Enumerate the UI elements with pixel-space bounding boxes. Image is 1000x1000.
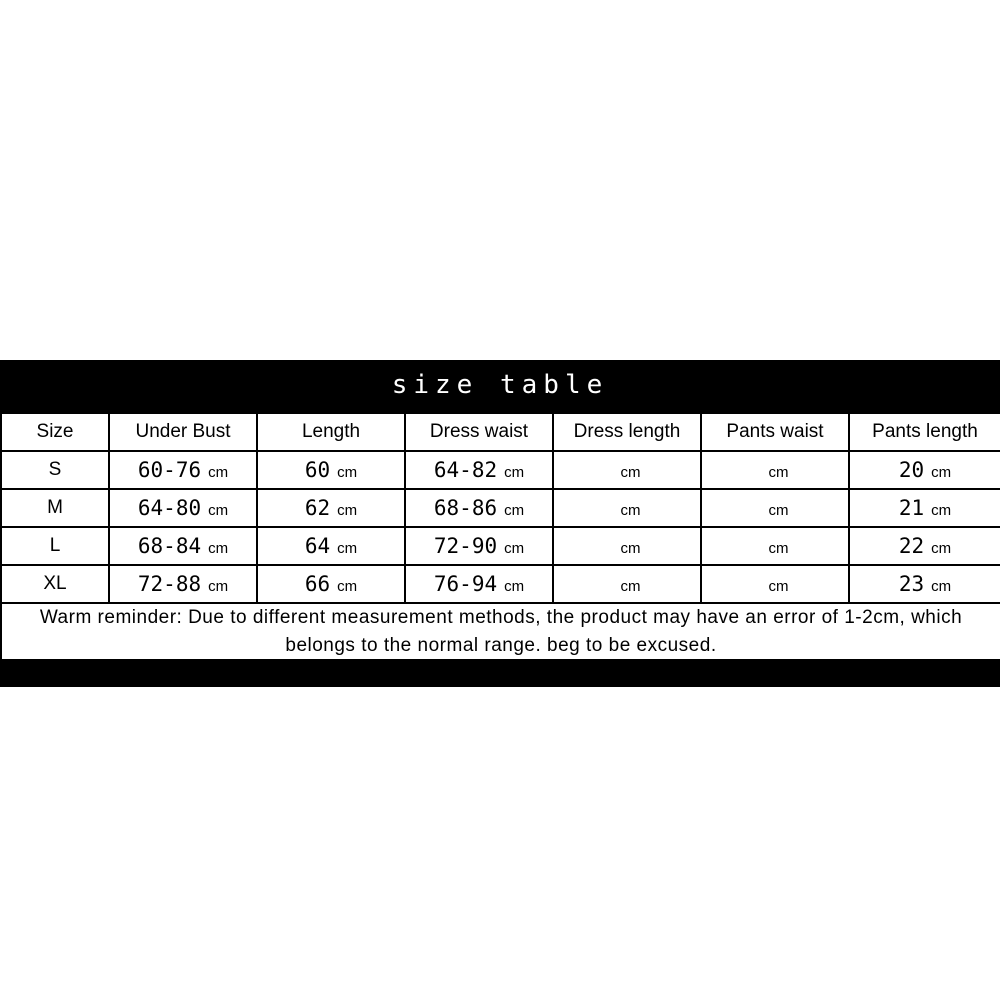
unit-label: cm — [208, 578, 229, 595]
unit-label: cm — [337, 464, 358, 481]
cell-dress-length — [553, 489, 701, 527]
cell-pants-waist — [701, 527, 849, 565]
unit-label: cm — [337, 578, 358, 595]
value-length: 60 — [304, 458, 331, 482]
unit-label: cm — [768, 502, 789, 519]
column-header-dress-length: Dress length — [553, 413, 701, 451]
value-pants-length: 20 — [898, 458, 925, 482]
value-pants-length: 23 — [898, 572, 925, 596]
unit-label: cm — [620, 578, 641, 595]
unit-label: cm — [504, 502, 525, 519]
unit-label: cm — [208, 540, 229, 557]
cell-under-bust — [109, 489, 257, 527]
cell-length — [257, 565, 405, 603]
table-row — [1, 565, 1000, 603]
unit-label: cm — [931, 540, 952, 557]
column-header-size: Size — [1, 413, 109, 451]
value-dress-waist: 68-86 — [433, 496, 498, 520]
cell-size: S — [1, 451, 109, 489]
value-under-bust: 60-76 — [137, 458, 202, 482]
unit-label: cm — [208, 464, 229, 481]
column-header-pants-waist: Pants waist — [701, 413, 849, 451]
column-header-length: Length — [257, 413, 405, 451]
cell-dress-waist — [405, 489, 553, 527]
cell-length — [257, 489, 405, 527]
cell-size: XL — [1, 565, 109, 603]
value-under-bust: 64-80 — [137, 496, 202, 520]
value-dress-waist: 64-82 — [433, 458, 498, 482]
table-row — [1, 527, 1000, 565]
cell-dress-waist — [405, 527, 553, 565]
unit-label: cm — [768, 464, 789, 481]
table-header-row — [1, 413, 1000, 451]
cell-pants-waist — [701, 565, 849, 603]
value-dress-waist: 72-90 — [433, 534, 498, 558]
cell-dress-waist — [405, 565, 553, 603]
column-header-dress-waist: Dress waist — [405, 413, 553, 451]
cell-pants-length — [849, 565, 1000, 603]
cell-pants-length — [849, 451, 1000, 489]
unit-label: cm — [504, 578, 525, 595]
size-table — [0, 412, 1000, 661]
cell-under-bust — [109, 565, 257, 603]
value-length: 62 — [304, 496, 331, 520]
size-table-block — [0, 360, 1000, 687]
cell-under-bust — [109, 451, 257, 489]
unit-label: cm — [337, 502, 358, 519]
unit-label: cm — [504, 464, 525, 481]
value-length: 64 — [304, 534, 331, 558]
size-table-body — [1, 451, 1000, 660]
unit-label: cm — [768, 540, 789, 557]
cell-pants-waist — [701, 489, 849, 527]
cell-pants-length — [849, 527, 1000, 565]
table-row — [1, 451, 1000, 489]
value-under-bust: 72-88 — [137, 572, 202, 596]
value-dress-waist: 76-94 — [433, 572, 498, 596]
column-header-pants-length: Pants length — [849, 413, 1000, 451]
unit-label: cm — [620, 540, 641, 557]
unit-label: cm — [768, 578, 789, 595]
unit-label: cm — [620, 464, 641, 481]
column-header-under-bust: Under Bust — [109, 413, 257, 451]
cell-length — [257, 451, 405, 489]
value-under-bust: 68-84 — [137, 534, 202, 558]
cell-length — [257, 527, 405, 565]
unit-label: cm — [931, 464, 952, 481]
cell-dress-length — [553, 527, 701, 565]
table-row — [1, 489, 1000, 527]
cell-size: M — [1, 489, 109, 527]
unit-label: cm — [931, 502, 952, 519]
cell-dress-waist — [405, 451, 553, 489]
size-table-head — [1, 413, 1000, 451]
warm-reminder-note: Warm reminder: Due to different measurement methods, the product may have an error of 1-2cm, which belongs to the normal range. beg to be excused. — [1, 603, 1000, 660]
cell-pants-waist — [701, 451, 849, 489]
cell-dress-length — [553, 451, 701, 489]
value-length: 66 — [304, 572, 331, 596]
cell-dress-length — [553, 565, 701, 603]
table-note-row — [1, 603, 1000, 660]
size-table-title: size table — [0, 360, 1000, 412]
value-pants-length: 22 — [898, 534, 925, 558]
value-pants-length: 21 — [898, 496, 925, 520]
cell-under-bust — [109, 527, 257, 565]
cell-size: L — [1, 527, 109, 565]
unit-label: cm — [337, 540, 358, 557]
unit-label: cm — [931, 578, 952, 595]
bottom-black-bar — [0, 661, 1000, 687]
unit-label: cm — [504, 540, 525, 557]
cell-pants-length — [849, 489, 1000, 527]
unit-label: cm — [208, 502, 229, 519]
unit-label: cm — [620, 502, 641, 519]
